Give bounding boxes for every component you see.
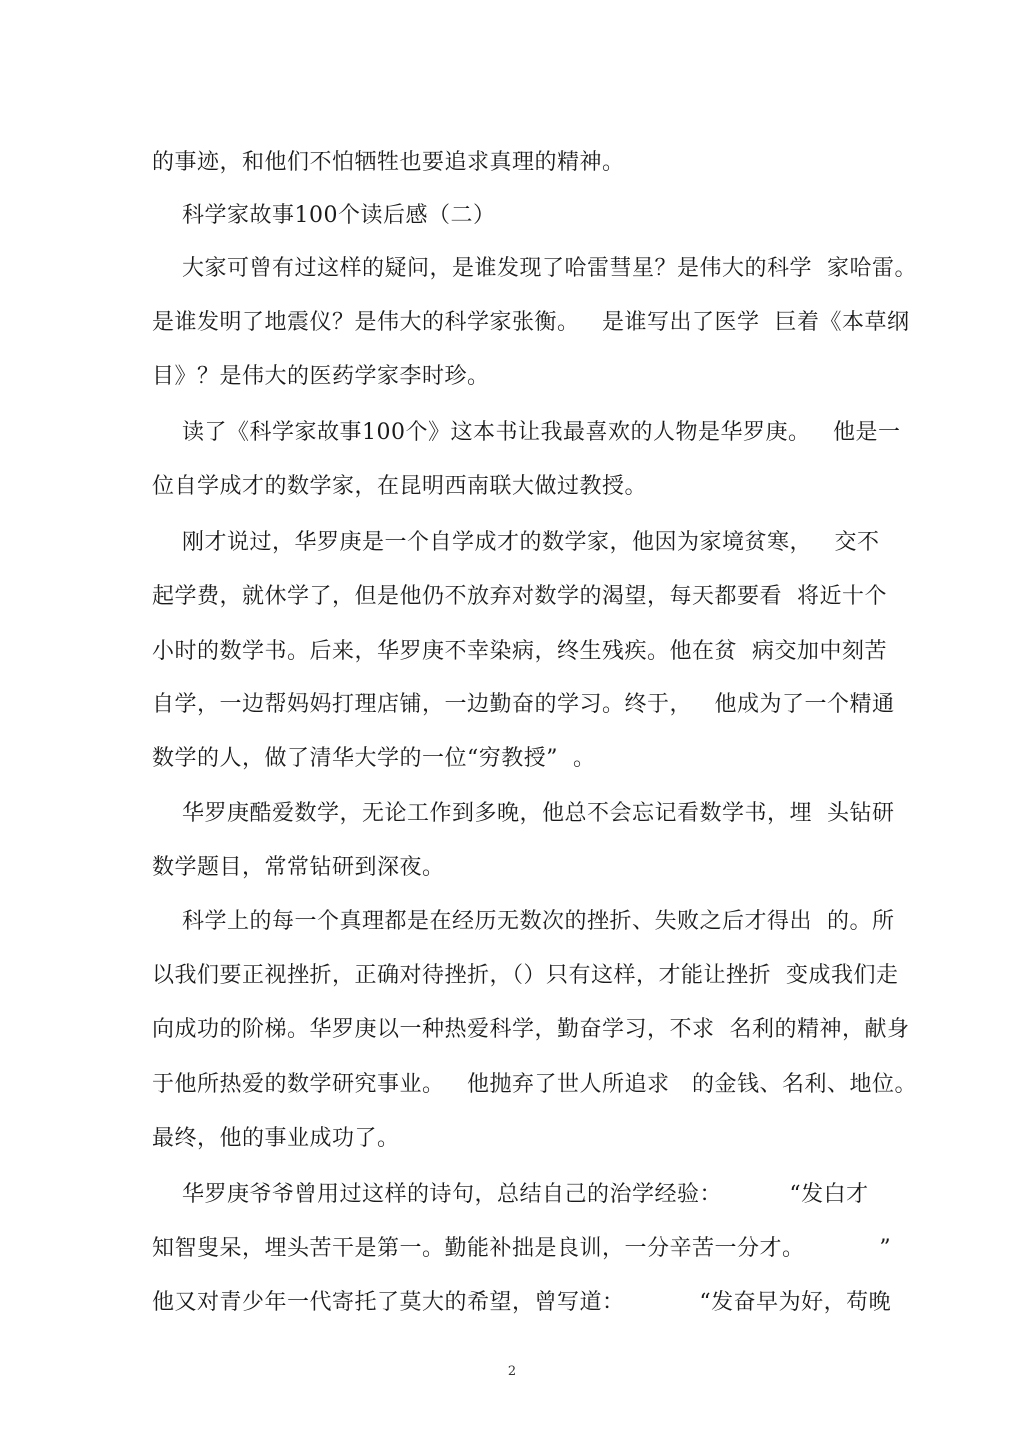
text-line: 自学，一边帮妈妈打理店铺，一边勤奋的学习。终于， 他成为了一个精通 [152,692,895,717]
text-line: 读了《科学家故事100个》这本书让我最喜欢的人物是华罗庚。 他是一 [152,420,901,445]
text-line: 最终，他的事业成功了。 [152,1126,400,1151]
text-line: 起学费，就休学了，但是他仍不放弃对数学的渴望，每天都要看 将近十个 [152,584,887,609]
text-line: 位自学成才的数学家，在昆明西南联大做过教授。 [152,474,648,499]
text-line: 华罗庚爷爷曾用过这样的诗句，总结自己的治学经验： “发白才 [152,1182,869,1207]
text-line: 数学的人，做了清华大学的一位“穷教授” 。 [152,746,596,771]
text-line: 刚才说过，华罗庚是一个自学成才的数学家，他因为家境贫寒， 交不 [152,530,880,555]
text-line: 华罗庚酷爱数学，无论工作到多晚，他总不会忘记看数学书，埋 头钻研 [152,801,895,826]
section-heading: 科学家故事100个读后感（二） [152,203,496,228]
text-line: 以我们要正视挫折，正确对待挫折，（）只有这样，才能让挫折 变成我们走 [152,963,899,988]
text-line: 小时的数学书。后来，华罗庚不幸染病，终生残疾。他在贫 病交加中刻苦 [152,639,887,664]
page-number: 2 [507,1364,517,1379]
text-line: 知智叟呆，埋头苦干是第一。勤能补拙是良训，一分辛苦一分才。 ” [152,1236,892,1261]
text-line: 于他所热爱的数学研究事业。 他抛弃了世人所追求 的金钱、名利、地位。 [152,1072,917,1097]
text-line: 是谁发明了地震仪？是伟大的科学家张衡。 是谁写出了医学 巨着《本草纲 [152,310,910,335]
text-line: 科学上的每一个真理都是在经历无数次的挫折、失败之后才得出 的。所 [152,909,895,934]
text-line: 向成功的阶梯。华罗庚以一种热爱科学，勤奋学习，不求 名利的精神，献身 [152,1017,910,1042]
text-line: 大家可曾有过这样的疑问，是谁发现了哈雷彗星？是伟大的科学 家哈雷。 [152,256,917,281]
text-line: 他又对青少年一代寄托了莫大的希望，曾写道： “发奋早为好，苟晚 [152,1290,892,1315]
text-line: 目》？是伟大的医药学家李时珍。 [152,364,490,389]
text-line: 的事迹，和他们不怕牺牲也要追求真理的精神。 [152,150,625,175]
text-line: 数学题目，常常钻研到深夜。 [152,855,445,880]
